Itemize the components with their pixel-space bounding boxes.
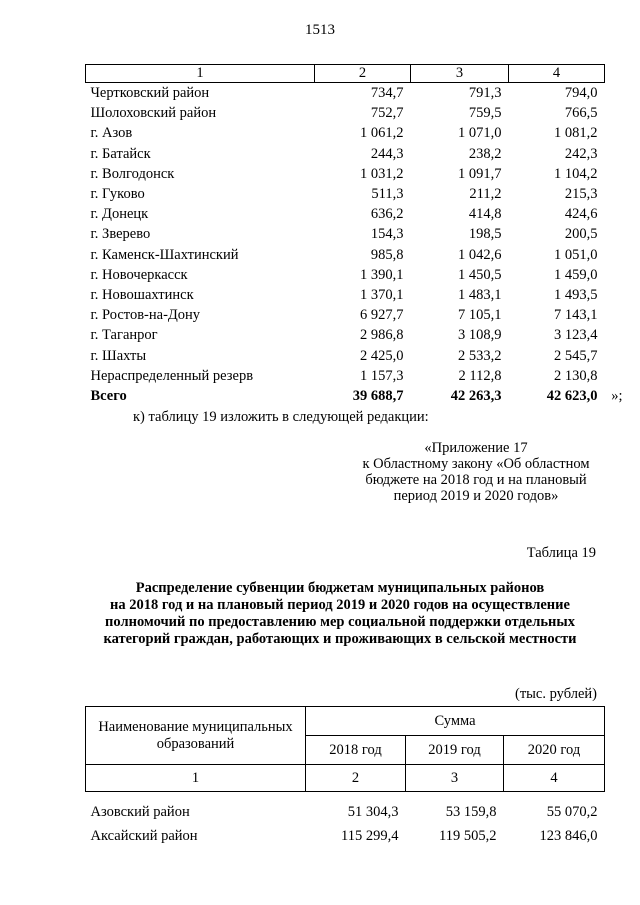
- value-2019: 2 533,2: [458, 347, 502, 364]
- table-row: [86, 792, 605, 825]
- column-number-1: 1: [86, 765, 306, 792]
- value-2019: 119 505,2: [439, 828, 497, 844]
- value-2018: 1 157,3: [360, 367, 404, 384]
- value-2020: 3 123,4: [554, 327, 598, 344]
- appendix-line: к Областному закону «Об областном: [362, 456, 590, 472]
- municipality-name: г. Шахты: [90, 347, 147, 364]
- heading-line: категорий граждан, работающих и проживающих в сельской местности: [103, 631, 577, 647]
- municipality-name: Аксайский район: [90, 828, 198, 844]
- value-2018: 244,3: [370, 145, 404, 162]
- table-row: [86, 184, 605, 204]
- value-2018: 752,7: [370, 105, 404, 122]
- value-2019: 2 112,8: [458, 367, 502, 384]
- value-2020: 1 493,5: [554, 286, 598, 303]
- municipality-name: г. Донецк: [90, 206, 149, 223]
- year-header-2020: 2020 год: [504, 736, 605, 765]
- value-2018: 2 425,0: [360, 347, 404, 364]
- municipality-name: г. Таганрог: [90, 327, 158, 344]
- municipality-name: г. Каменск-Шахтинский: [90, 246, 239, 263]
- value-2019: 211,2: [469, 186, 502, 203]
- sum-column-header: Сумма: [306, 707, 605, 736]
- value-2020: 1 104,2: [554, 165, 598, 182]
- units-label: (тыс. рублей): [515, 686, 597, 702]
- table-row: [86, 123, 605, 143]
- municipality-name: г. Ростов-на-Дону: [90, 307, 201, 324]
- year-header-2019: 2019 год: [406, 736, 504, 765]
- value-2018: 985,8: [370, 246, 404, 263]
- municipality-name: Чертковский район: [90, 85, 210, 102]
- municipality-name: г. Гуково: [90, 186, 145, 203]
- appendix-reference: [340, 440, 612, 504]
- total-row: [86, 386, 605, 406]
- name-column-header: Наименование муниципальных образований: [86, 707, 306, 765]
- appendix-line: период 2019 и 2020 годов»: [393, 488, 559, 504]
- value-2018: 115 299,4: [341, 828, 399, 844]
- municipality-name: Азовский район: [90, 804, 190, 820]
- table-row: [86, 325, 605, 345]
- value-2020: 2 130,8: [554, 367, 598, 384]
- value-2019: 414,8: [468, 206, 502, 223]
- column-number-4: 4: [504, 765, 605, 792]
- value-2020: 200,5: [564, 226, 598, 243]
- value-2018: 154,3: [370, 226, 404, 243]
- value-2019: 1 450,5: [458, 266, 502, 283]
- value-2018: 2 986,8: [360, 327, 404, 344]
- table-row: [86, 83, 605, 104]
- column-number-3: 3: [406, 765, 504, 792]
- table-row: [86, 204, 605, 224]
- appendix-line: бюджете на 2018 год и на плановый: [365, 472, 587, 488]
- municipality-name: г. Батайск: [90, 145, 151, 162]
- heading-line: Распределение субвенции бюджетам муниципальных районов: [135, 580, 545, 596]
- table-row: [86, 824, 605, 848]
- subsidy-table-19: [85, 706, 605, 848]
- value-2020: 424,6: [564, 206, 598, 223]
- table-row: [86, 366, 605, 386]
- value-2018: 1 031,2: [360, 165, 404, 182]
- value-2019: 53 159,8: [445, 804, 497, 820]
- municipality-name: г. Зверево: [90, 226, 151, 243]
- total-2019: 42 263,3: [450, 387, 502, 404]
- year-header-2018: 2018 год: [306, 736, 406, 765]
- value-2020: 766,5: [564, 105, 598, 122]
- table-row: [86, 224, 605, 244]
- amendment-instruction: к) таблицу 19 изложить в следующей редакции:: [133, 409, 429, 425]
- value-2018: 511,3: [371, 186, 404, 203]
- table-row: [86, 305, 605, 325]
- municipality-name: г. Азов: [90, 125, 133, 142]
- column-number-3: 3: [411, 65, 509, 83]
- table-row: [86, 103, 605, 123]
- total-label: Всего: [90, 387, 127, 404]
- value-2018: 1 390,1: [360, 266, 404, 283]
- value-2018: 1 370,1: [360, 286, 404, 303]
- municipality-name: Шолоховский район: [90, 105, 217, 122]
- column-number-2: 2: [306, 765, 406, 792]
- value-2020: 1 051,0: [554, 246, 598, 263]
- municipality-name: г. Волгодонск: [90, 165, 175, 182]
- value-2019: 1 483,1: [458, 286, 502, 303]
- table-row: [86, 144, 605, 164]
- table-label: Таблица 19: [526, 545, 596, 561]
- table-row: [86, 285, 605, 305]
- municipality-name: Нераспределенный резерв: [90, 367, 254, 384]
- value-2019: 1 071,0: [458, 125, 502, 142]
- value-2020: 55 070,2: [546, 804, 598, 820]
- heading-line: на 2018 год и на плановый период 2019 и 2020 годов на осуществление: [110, 597, 570, 613]
- table-row: [86, 245, 605, 265]
- value-2020: 794,0: [564, 85, 598, 102]
- value-2020: 215,3: [564, 186, 598, 203]
- total-2018: 39 688,7: [352, 387, 404, 404]
- value-2018: 51 304,3: [347, 804, 399, 820]
- value-2020: 7 143,1: [554, 307, 598, 324]
- value-2018: 636,2: [370, 206, 404, 223]
- value-2019: 759,5: [468, 105, 502, 122]
- value-2019: 3 108,9: [458, 327, 502, 344]
- value-2018: 1 061,2: [360, 125, 404, 142]
- appendix-line: «Приложение 17: [424, 440, 528, 456]
- total-2020: [509, 386, 623, 406]
- table-heading: [70, 580, 610, 648]
- value-2020: 123 846,0: [539, 828, 598, 844]
- value-2018: 734,7: [370, 85, 404, 102]
- value-2020: 242,3: [564, 145, 598, 162]
- value-2019: 198,5: [468, 226, 502, 243]
- value-2019: 7 105,1: [458, 307, 502, 324]
- value-2020: 1 459,0: [554, 266, 598, 283]
- municipality-name: г. Новошахтинск: [90, 286, 194, 303]
- municipality-name: г. Новочеркасск: [90, 266, 188, 283]
- value-2019: 1 042,6: [458, 246, 502, 263]
- column-number-4: 4: [509, 65, 605, 83]
- closing-quote: »;: [611, 387, 623, 404]
- table-header-row: [86, 65, 605, 83]
- value-2018: 6 927,7: [360, 307, 404, 324]
- heading-line: полномочий по предоставлению мер социальной поддержки отдельных: [105, 614, 575, 630]
- table-row: [86, 164, 605, 184]
- column-number-2: 2: [315, 65, 411, 83]
- value-2020: 2 545,7: [554, 347, 598, 364]
- column-number-1: 1: [86, 65, 315, 83]
- value-2019: 238,2: [468, 145, 502, 162]
- value-2019: 1 091,7: [458, 165, 502, 182]
- total-2020-value: 42 623,0: [546, 387, 598, 404]
- table-row: [86, 345, 605, 365]
- value-2019: 791,3: [468, 85, 502, 102]
- value-2020: 1 081,2: [554, 125, 598, 142]
- subsidy-table-continued: [85, 64, 623, 406]
- page-number: 1513: [305, 22, 335, 38]
- table-row: [86, 265, 605, 285]
